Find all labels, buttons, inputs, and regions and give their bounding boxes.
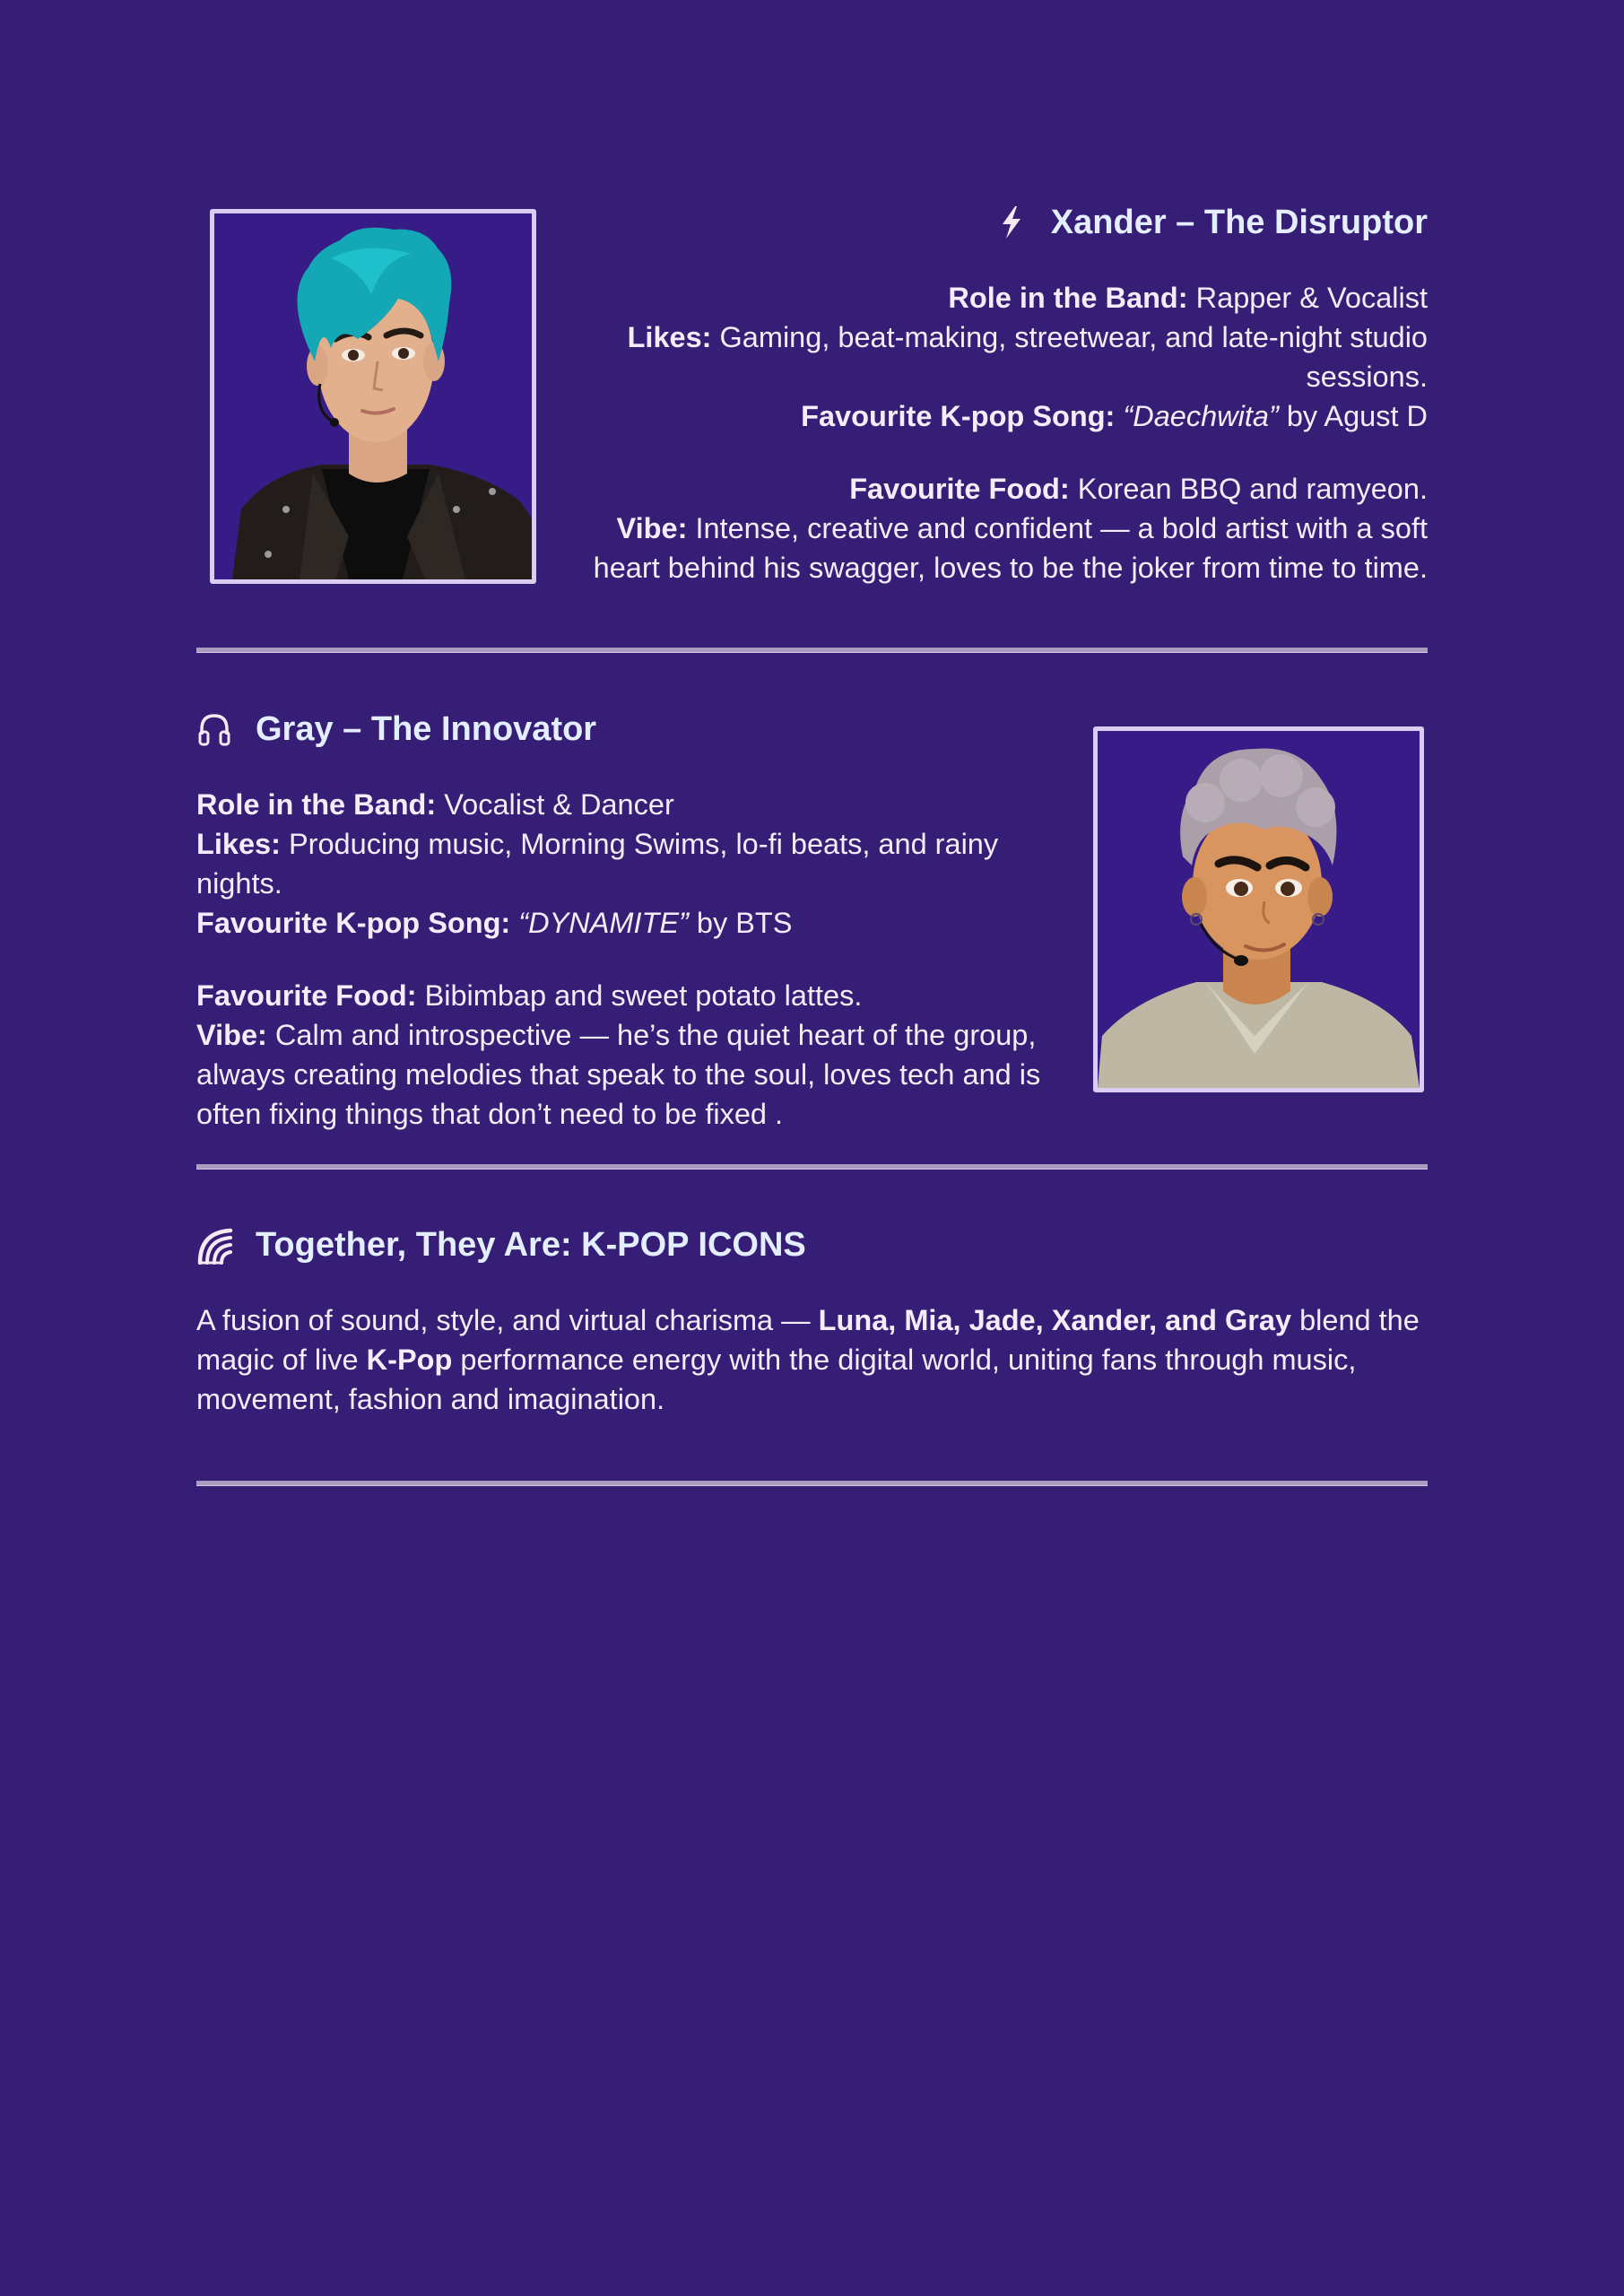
lightning-bolt-icon: [994, 204, 1029, 240]
song-label: Favourite K-pop Song:: [196, 907, 511, 939]
gray-vibe-line: [196, 1015, 1075, 1134]
rainbow-icon: [196, 1227, 232, 1263]
gray-portrait: [1093, 726, 1424, 1092]
role-label: Role in the Band:: [948, 282, 1188, 314]
food-value: Bibimbap and sweet potato lattes.: [424, 979, 863, 1012]
xander-food-line: [549, 469, 1428, 509]
kpop-term: K-Pop: [366, 1344, 453, 1376]
xander-portrait: [210, 209, 536, 584]
xander-avatar-illustration: [214, 213, 532, 579]
gray-body: [196, 785, 1075, 1134]
food-value: Korean BBQ and ramyeon.: [1077, 473, 1428, 505]
likes-value: Producing music, Morning Swims, lo-fi beats, and rainy nights.: [196, 828, 999, 900]
together-heading-text: Together, They Are: K-POP ICONS: [256, 1226, 806, 1264]
vibe-label: Vibe:: [616, 512, 688, 544]
song-artist: by BTS: [696, 907, 793, 939]
gray-heading: [196, 709, 1075, 750]
role-value: Rapper & Vocalist: [1195, 282, 1428, 314]
together-text-2: blend the magic of live: [196, 1304, 1420, 1376]
xander-heading-text: Xander – The Disruptor: [1050, 204, 1428, 241]
food-label: Favourite Food:: [849, 473, 1070, 505]
together-text-1: A fusion of sound, style, and virtual charisma —: [196, 1304, 819, 1336]
xander-heading: [549, 202, 1428, 243]
section-divider: [196, 1481, 1428, 1486]
song-title: “Daechwita”: [1123, 400, 1279, 432]
gray-heading-text: Gray – The Innovator: [256, 710, 597, 748]
xander-likes-line: [549, 317, 1428, 396]
section-divider: [196, 1164, 1428, 1170]
vibe-value: Calm and introspective — he’s the quiet heart of the group, always creating melodies that speak to the soul, loves tech and is often fixing things that don’t need to be fixed .: [196, 1019, 1041, 1130]
role-value: Vocalist & Dancer: [444, 788, 674, 821]
together-paragraph: [196, 1300, 1428, 1419]
gray-role-line: [196, 785, 1075, 824]
role-label: Role in the Band:: [196, 788, 437, 821]
likes-value: Gaming, beat-making, streetwear, and late-night studio sessions.: [719, 321, 1428, 393]
song-artist: by Agust D: [1286, 400, 1428, 432]
xander-body: [549, 278, 1428, 587]
gray-details: [196, 709, 1075, 1134]
gray-avatar-illustration: [1098, 731, 1420, 1088]
song-title: “DYNAMITE”: [518, 907, 689, 939]
food-label: Favourite Food:: [196, 979, 417, 1012]
xander-vibe-line: [549, 509, 1428, 587]
song-label: Favourite K-pop Song:: [801, 400, 1116, 432]
xander-role-line: [549, 278, 1428, 317]
xander-details: [549, 202, 1428, 587]
likes-label: Likes:: [196, 828, 281, 860]
section-divider: [196, 648, 1428, 653]
vibe-label: Vibe:: [196, 1019, 267, 1051]
gray-likes-line: [196, 824, 1075, 903]
together-body: [196, 1300, 1428, 1419]
headphones-icon: [196, 711, 232, 747]
member-names: Luna, Mia, Jade, Xander, and Gray: [818, 1304, 1292, 1336]
likes-label: Likes:: [627, 321, 712, 353]
together-details: [196, 1224, 1428, 1419]
gray-food-line: [196, 976, 1075, 1015]
xander-song-line: [549, 396, 1428, 436]
gray-song-line: [196, 903, 1075, 943]
together-heading: [196, 1224, 1428, 1265]
together-text-3: performance energy with the digital world, uniting fans through music, movement, fashion and imagination.: [196, 1344, 1357, 1415]
vibe-value: Intense, creative and confident — a bold artist with a soft heart behind his swagger, loves to be the joker from time to time.: [593, 512, 1428, 584]
